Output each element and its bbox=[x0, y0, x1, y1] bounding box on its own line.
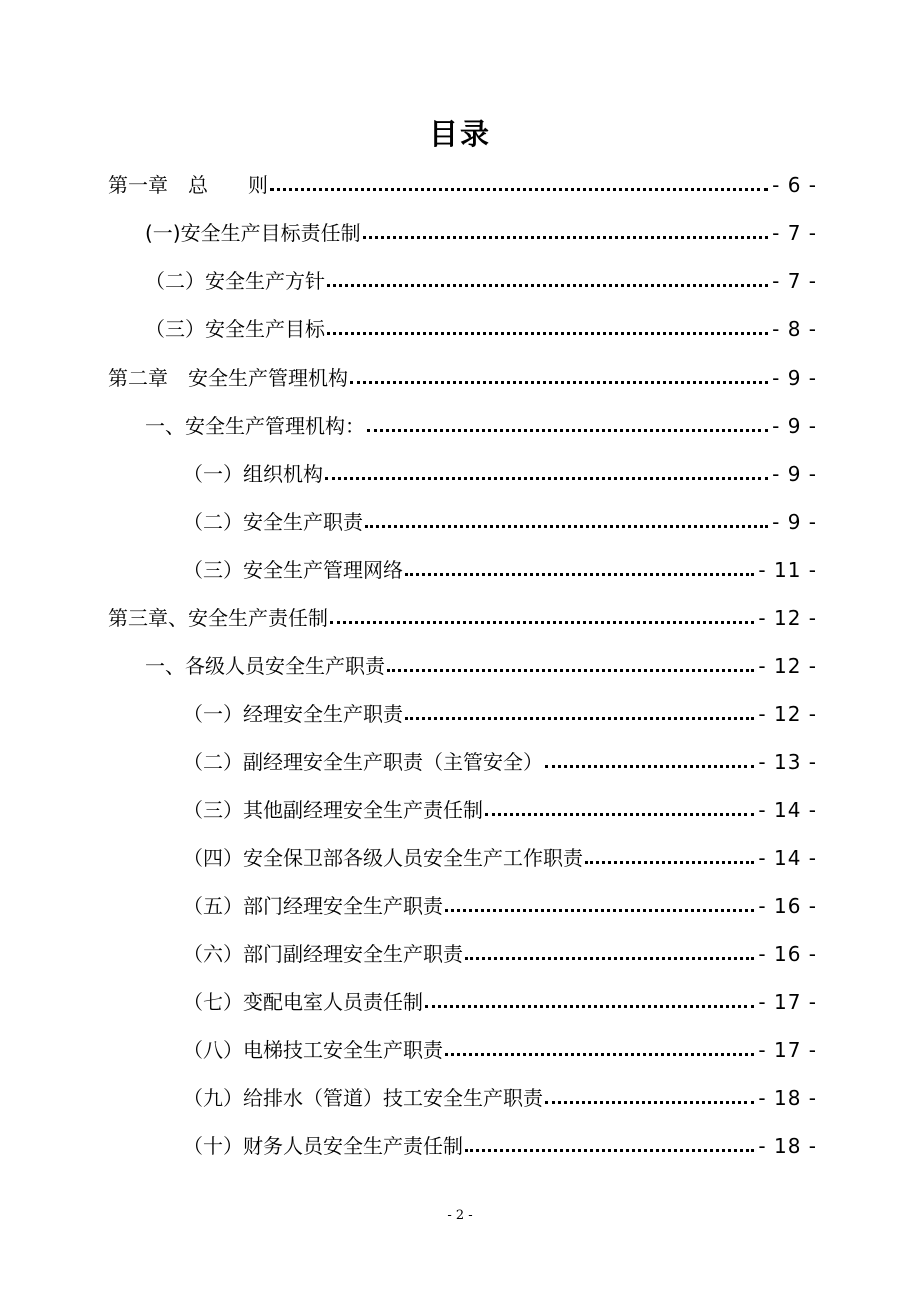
toc-entry-label: （八）电梯技工安全生产职责 bbox=[183, 1038, 443, 1062]
toc-entry-label: (一)安全生产目标责任制 bbox=[145, 221, 361, 245]
dot-leader bbox=[363, 236, 769, 239]
toc-entry-page: - 17 - bbox=[758, 990, 817, 1014]
toc-entry[interactable] bbox=[183, 1129, 817, 1159]
toc-entry-label: （一）经理安全生产职责 bbox=[183, 702, 403, 726]
dot-leader bbox=[325, 477, 768, 480]
dot-leader bbox=[465, 957, 754, 960]
dot-leader bbox=[585, 861, 754, 864]
toc-entry[interactable] bbox=[183, 1081, 817, 1111]
toc-entry-page: - 11 - bbox=[758, 558, 817, 582]
toc-entry[interactable] bbox=[183, 697, 817, 727]
toc-entry-page: - 17 - bbox=[758, 1038, 817, 1062]
toc-entry-page: - 12 - bbox=[758, 606, 817, 630]
dot-leader bbox=[365, 525, 768, 528]
toc-entry-label: （二）安全生产方针 bbox=[145, 269, 325, 293]
toc-entry-label: （六）部门副经理安全生产职责 bbox=[183, 942, 463, 966]
dot-leader bbox=[445, 1053, 754, 1056]
dot-leader bbox=[405, 573, 754, 576]
dot-leader bbox=[425, 1005, 754, 1008]
dot-leader bbox=[367, 429, 768, 432]
toc-entry-page: - 12 - bbox=[758, 702, 817, 726]
dot-leader bbox=[350, 381, 768, 384]
toc-entry[interactable] bbox=[183, 889, 817, 919]
toc-entry-page: - 9 - bbox=[772, 414, 817, 438]
toc-entry-page: - 16 - bbox=[758, 894, 817, 918]
dot-leader bbox=[545, 1101, 754, 1104]
toc-entry[interactable] bbox=[145, 216, 817, 246]
toc-entry-page: - 13 - bbox=[758, 750, 817, 774]
toc-entry[interactable] bbox=[183, 553, 817, 583]
toc-entry-page: - 6 - bbox=[772, 173, 817, 197]
toc-entry-label: （三）其他副经理安全生产责任制 bbox=[183, 798, 483, 822]
toc-entry-label: （一）组织机构 bbox=[183, 462, 323, 486]
toc-entry[interactable] bbox=[183, 505, 817, 535]
toc-entry[interactable] bbox=[108, 361, 817, 391]
dot-leader bbox=[330, 621, 754, 624]
dot-leader bbox=[445, 909, 754, 912]
toc-entry[interactable] bbox=[183, 841, 817, 871]
dot-leader bbox=[405, 717, 754, 720]
toc-entry-label: 一、各级人员安全生产职责 bbox=[145, 654, 385, 678]
toc-entry-page: - 16 - bbox=[758, 942, 817, 966]
toc-entry[interactable] bbox=[183, 793, 817, 823]
toc-entry-label: 一、安全生产管理机构： bbox=[145, 414, 365, 438]
toc-entry[interactable] bbox=[183, 937, 817, 967]
toc-entry-page: - 8 - bbox=[772, 317, 817, 341]
toc-entry-label: （三）安全生产目标 bbox=[145, 317, 325, 341]
dot-leader bbox=[465, 1149, 754, 1152]
dot-leader bbox=[485, 813, 754, 816]
toc-entry-page: - 14 - bbox=[758, 798, 817, 822]
toc-entry-label: （五）部门经理安全生产职责 bbox=[183, 894, 443, 918]
toc-entry-label: 第一章 总 则 bbox=[108, 173, 268, 197]
toc-entry-page: - 9 - bbox=[772, 366, 817, 390]
dot-leader bbox=[387, 669, 754, 672]
toc-entry-label: （二）安全生产职责 bbox=[183, 510, 363, 534]
toc-entry[interactable] bbox=[183, 1033, 817, 1063]
toc-entry-page: - 9 - bbox=[772, 510, 817, 534]
toc-entry-page: - 18 - bbox=[758, 1134, 817, 1158]
toc-title: 目录 bbox=[428, 117, 491, 151]
toc-entry-page: - 18 - bbox=[758, 1086, 817, 1110]
toc-entry[interactable] bbox=[183, 745, 817, 775]
toc-entry-page: - 9 - bbox=[772, 462, 817, 486]
toc-entry[interactable] bbox=[145, 649, 817, 679]
dot-leader bbox=[545, 765, 754, 768]
toc-entry-label: （十）财务人员安全生产责任制 bbox=[183, 1134, 463, 1158]
toc-entry-label: （四）安全保卫部各级人员安全生产工作职责 bbox=[183, 846, 583, 870]
toc-entry-page: - 14 - bbox=[758, 846, 817, 870]
dot-leader bbox=[327, 332, 768, 335]
toc-entry-page: - 7 - bbox=[772, 221, 817, 245]
toc-entry[interactable] bbox=[145, 312, 817, 342]
dot-leader bbox=[270, 188, 768, 191]
toc-entry-page: - 7 - bbox=[772, 269, 817, 293]
toc-entry-page: - 12 - bbox=[758, 654, 817, 678]
dot-leader bbox=[327, 284, 768, 287]
toc-entry[interactable] bbox=[108, 168, 817, 198]
toc-entry-label: （三）安全生产管理网络 bbox=[183, 558, 403, 582]
toc-entry-label: （七）变配电室人员责任制 bbox=[183, 990, 423, 1014]
toc-entry-label: （九）给排水（管道）技工安全生产职责 bbox=[183, 1086, 543, 1110]
toc-entry[interactable] bbox=[108, 601, 817, 631]
toc-entry-label: （二）副经理安全生产职责（主管安全） bbox=[183, 750, 543, 774]
toc-entry[interactable] bbox=[145, 409, 817, 439]
toc-entry-label: 第三章、安全生产责任制 bbox=[108, 606, 328, 630]
toc-entry-label: 第二章 安全生产管理机构 bbox=[108, 366, 348, 390]
toc-entry[interactable] bbox=[183, 985, 817, 1015]
toc-entry[interactable] bbox=[183, 457, 817, 487]
toc-entry[interactable] bbox=[145, 264, 817, 294]
page-number: - 2 - bbox=[447, 1208, 473, 1223]
